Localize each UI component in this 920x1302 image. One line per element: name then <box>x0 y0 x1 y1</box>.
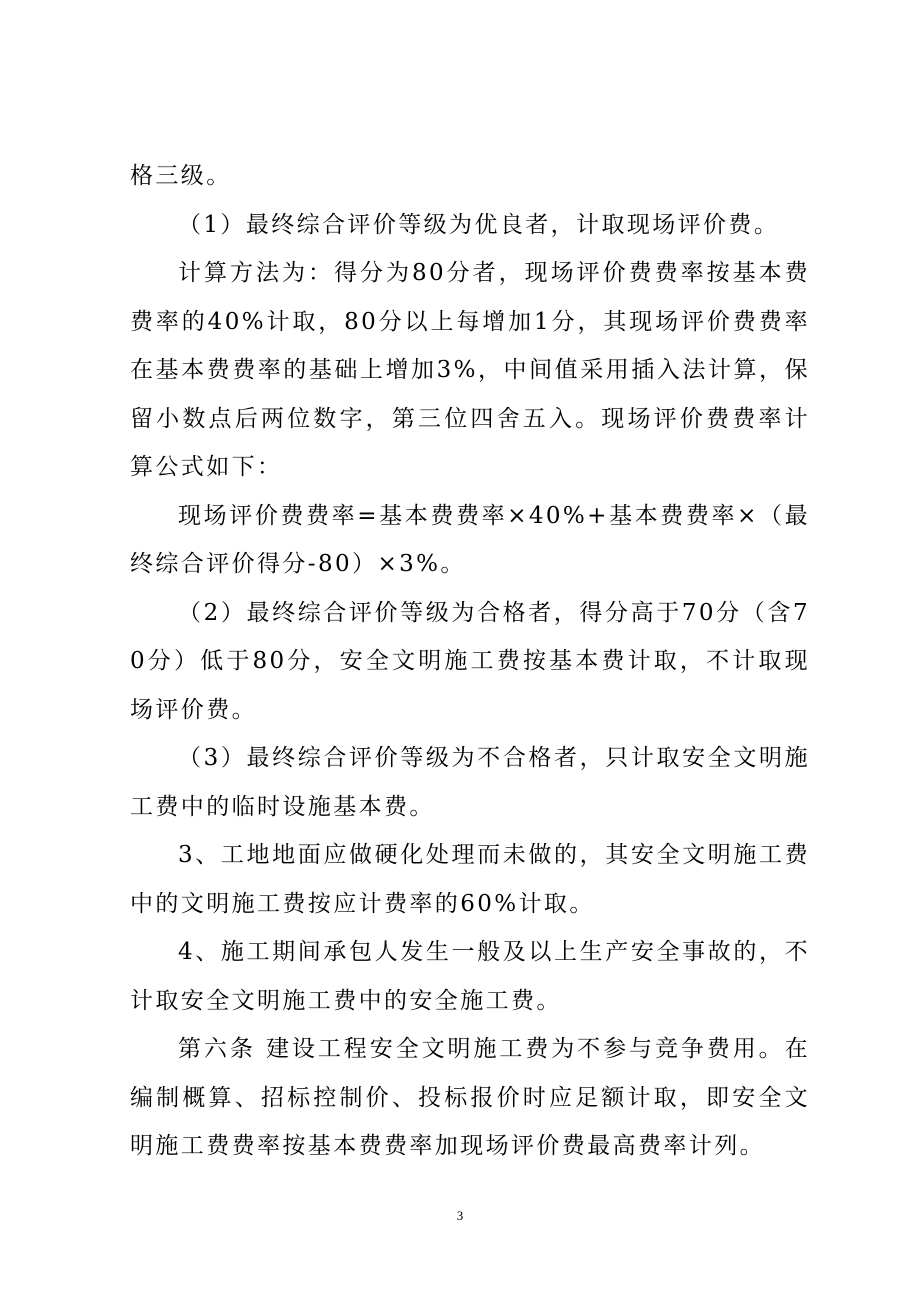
page-number: 3 <box>456 1208 464 1223</box>
paragraph-rule-4: 4、施工期间承包人发生一般及以上生产安全事故的，不计取安全文明施工费中的安全施工费。 <box>130 939 810 1014</box>
paragraph-item-3: （3）最终综合评价等级为不合格者，只计取安全文明施工费中的临时设施基本费。 <box>130 745 810 820</box>
paragraph-continuation: 格三级。 <box>130 163 232 189</box>
paragraph-item-1: （1）最终综合评价等级为优良者，计取现场评价费。 <box>178 211 780 238</box>
paragraph-article-6: 第六条 建设工程安全文明施工费为不参与竞争费用。在编制概算、招标控制价、投标报价时应足额计取，即安全文明施工费费率按基本费费率加现场评价费最高费率计列。 <box>130 1036 810 1159</box>
paragraph-formula: 现场评价费费率=基本费费率×40%+基本费费率×（最终综合评价得分-80）×3%。 <box>130 502 810 577</box>
paragraph-calculation-method: 计算方法为：得分为80分者，现场评价费费率按基本费费率的40%计取，80分以上每增加1分，其现场评价费费率在基本费费率的基础上增加3%，中间值采用插入法计算，保留小数点后两位数字，第三位四舍五入。现场评价费费率计算公式如下： <box>130 260 810 480</box>
document-body <box>130 152 810 1171</box>
paragraph-rule-3: 3、工地地面应做硬化处理而未做的，其安全文明施工费中的文明施工费按应计费率的60%计取。 <box>130 842 810 917</box>
paragraph-item-2: （2）最终综合评价等级为合格者，得分高于70分（含70分）低于80分，安全文明施工费按基本费计取，不计取现场评价费。 <box>130 599 810 723</box>
